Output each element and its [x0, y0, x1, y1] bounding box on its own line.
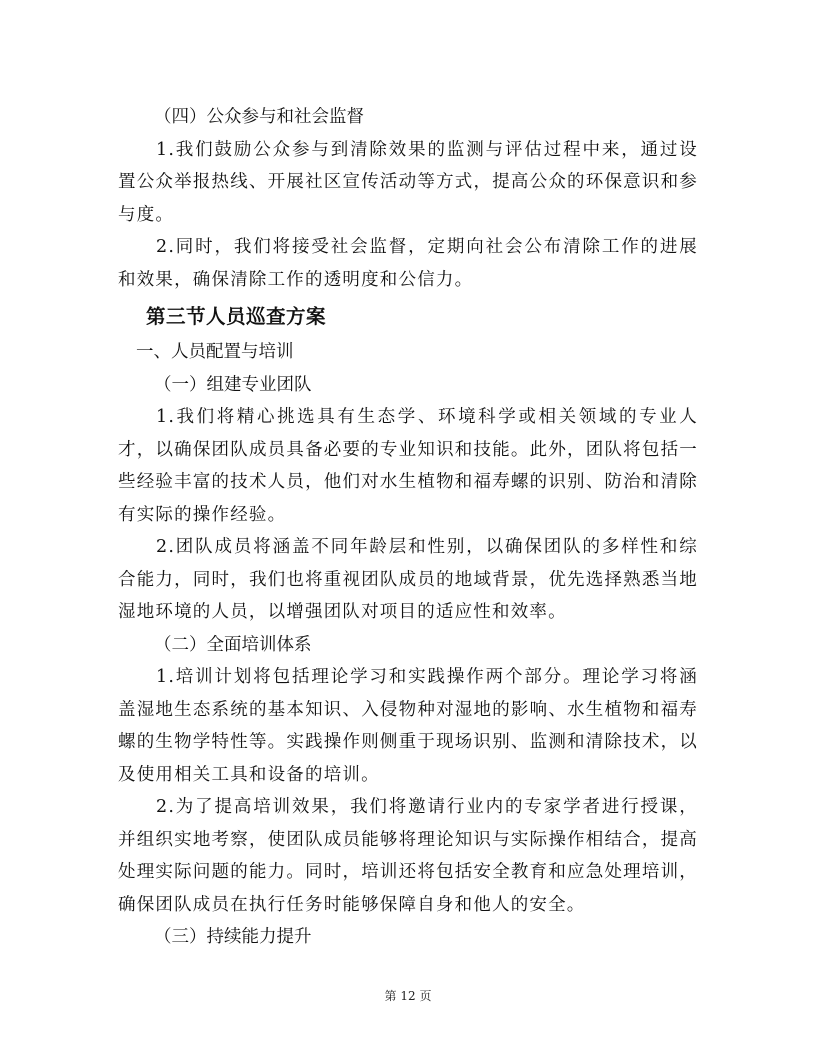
paragraph: 1.培训计划将包括理论学习和实践操作两个部分。理论学习将涵盖湿地生态系统的基本知识、入侵物种对湿地的影响、水生植物和福寿螺的生物学特性等。实践操作则侧重于现场识别、监测和清除技术，以及使用相关工具和设备的培训。 [118, 667, 698, 785]
page-number: 第 12 页 [384, 989, 432, 1003]
subheading-team: （一）组建专业团队 [154, 374, 312, 395]
document-body [118, 101, 698, 954]
subheading-continuous-improvement: （三）持续能力提升 [154, 927, 312, 947]
subheading-public-participation: （四）公众参与和社会监督 [154, 107, 364, 127]
paragraph: 1.我们鼓励公众参与到清除效果的监测与评估过程中来，通过设置公众举报热线、开展社区宣传活动等方式，提高公众的环保意识和参与度。 [118, 139, 698, 225]
heading-level1: 一、人员配置与培训 [136, 342, 294, 362]
subheading-training: （二）全面培训体系 [154, 634, 312, 655]
section-title: 第三节人员巡查方案 [146, 305, 327, 328]
paragraph: 2.为了提高培训效果，我们将邀请行业内的专家学者进行授课，并组织实地考察，使团队成员能够将理论知识与实际操作相结合，提高处理实际问题的能力。同时，培训还将包括安全教育和应急处理培训，确保团队成员在执行任务时能够保障自身和他人的安全。 [118, 797, 698, 915]
paragraph: 2.同时，我们将接受社会监督，定期向社会公布清除工作的进展和效果，确保清除工作的透明度和公信力。 [118, 237, 698, 290]
paragraph: 1.我们将精心挑选具有生态学、环境科学或相关领域的专业人才，以确保团队成员具备必要的专业知识和技能。此外，团队将包括一些经验丰富的技术人员，他们对水生植物和福寿螺的识别、防治和清除有实际的操作经验。 [118, 407, 698, 525]
paragraph: 2.团队成员将涵盖不同年龄层和性别，以确保团队的多样性和综合能力，同时，我们也将重视团队成员的地域背景，优先选择熟悉当地湿地环境的人员，以增强团队对项目的适应性和效率。 [118, 537, 698, 622]
